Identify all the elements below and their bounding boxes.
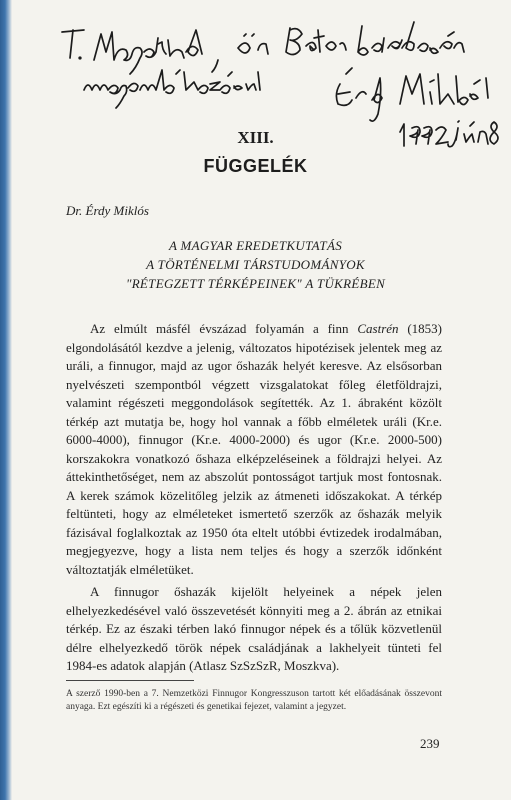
- article-title-line-1: A MAGYAR EREDETKUTATÁS: [168, 238, 342, 253]
- article-title: [0, 236, 511, 293]
- article-title-line-2: A TÖRTÉNELMI TÁRSTUDOMÁNYOK: [146, 257, 365, 272]
- cited-name: Castrén: [357, 321, 399, 336]
- signature: [336, 68, 488, 121]
- handwriting-line-2: [84, 70, 260, 108]
- author-name: Dr. Érdy Miklós: [66, 203, 149, 218]
- paragraph-1-start: Az elmúlt másfél évszázad folyamán a finn: [90, 321, 358, 336]
- body-text: [66, 320, 442, 680]
- chapter-number: XIII.: [237, 128, 274, 147]
- footnote: A szerző 1990-ben a 7. Nemzetközi Finnugor Kongresszuson tartott két előadásának összevont anyaga. Ezt egészíti ki a régészeti és genetikai fejezet, valamint a jegyzet.: [66, 689, 442, 712]
- handwriting-line-1: [62, 30, 218, 74]
- paragraph-1-rest: (1853) elgondolásától kezdve a jelenig, változatos hipotézisek jelentek meg az uráli, a finnugor, majd az ugor őshazák helyét keresve. Az elsősorban nyelvészeti szempontból végzett vizsgalatokat főleg életföldrajzi, valamint régészeti meggondolások segítették. Az 1. ábraként közölt térkép azt mutatja be, hogy hol vannak a főbb elméletek uráli (Kr.e. 6000-4000), finnugor (Kr.e. 4000-2000) és ugor (Kr.e. 2000-500) korszakokra vonatkozó őshaza elképzeléseinek a földrajzi helyei. Az áttekinthetőséget, nem az abszolút pontosságot tartjuk most fontosnak. A kerek számok közelitőleg jelzik az átmeneti időszakokat. A térkép feltünteti, hogy az elméleteket ismertető szerzők az őshazák melyik fázisával foglalkoztak az 1950 óta eltelt utóbbi évtizedek irodalmában, megjegyezve, hogy a lista nem teljes és hogy a szerzők időnként változtatják elméletüket.: [66, 321, 442, 577]
- footnote-divider: [66, 680, 194, 681]
- chapter-title: FÜGGELÉK: [203, 156, 308, 176]
- page-number: 239: [420, 736, 440, 751]
- article-title-line-3: "RÉTEGZETT TÉRKÉPEINEK" A TÜKRÉBEN: [125, 276, 386, 291]
- paragraph-2: A finnugor őshazák kijelölt helyeinek a népek jelen elhelyezkedésével való összevetését könnyiti meg a 2. ábrán az etnikai térkép. Ez az északi térben lakó finnugor népek és a tőlük közvetlenül délre elhelyezkedő török népek családjának a lakhelyeit tünteti fel 1984-es adatok alapján (Atlasz SzSzSzR, Moszkva).: [66, 584, 442, 673]
- handwritten-dedication: [0, 0, 511, 180]
- paragraph-1: [66, 320, 442, 579]
- handwriting-line-1-continued: [238, 22, 464, 55]
